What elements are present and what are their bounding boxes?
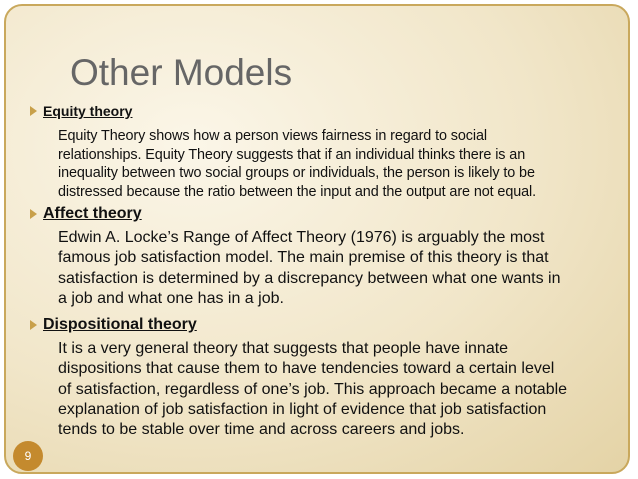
section-heading: Dispositional theory — [43, 316, 197, 334]
section-text: It is a very general theory that suggests that people have innate dispositions that cause them to have tendencies toward a certain level of satisfaction, regardless of one’s job. This approach became a notable explanation of job satisfaction in light of evidence that job satisfaction tends to be stable over time and across careers and jobs. — [58, 340, 568, 439]
slide — [4, 4, 630, 474]
arrow-bullet-icon — [30, 320, 37, 330]
section-dispositional — [28, 315, 608, 335]
arrow-bullet-icon — [30, 106, 37, 116]
section-heading: Affect theory — [43, 205, 142, 222]
slide-title: Other Models — [70, 52, 293, 93]
section-heading: Equity theory — [43, 103, 133, 119]
section-text: Equity Theory shows how a person views fairness in regard to social relationships. Equity Theory suggests that if an individual thinks there is an inequality between two social groups or individuals, the person is likely to be distressed because the ratio between the input and the output are not equal. — [58, 128, 537, 200]
section-affect — [28, 204, 608, 224]
section-equity — [28, 101, 608, 121]
arrow-bullet-icon — [30, 209, 37, 219]
section-text: Edwin A. Locke’s Range of Affect Theory (1976) is arguably the most famous job satisfaction model. The main premise of this theory is that satisfaction is determined by a discrepancy between what one wants in a job and what one has in a job. — [58, 229, 561, 307]
page-number-badge: 9 — [13, 441, 43, 471]
slide-content — [28, 101, 608, 441]
